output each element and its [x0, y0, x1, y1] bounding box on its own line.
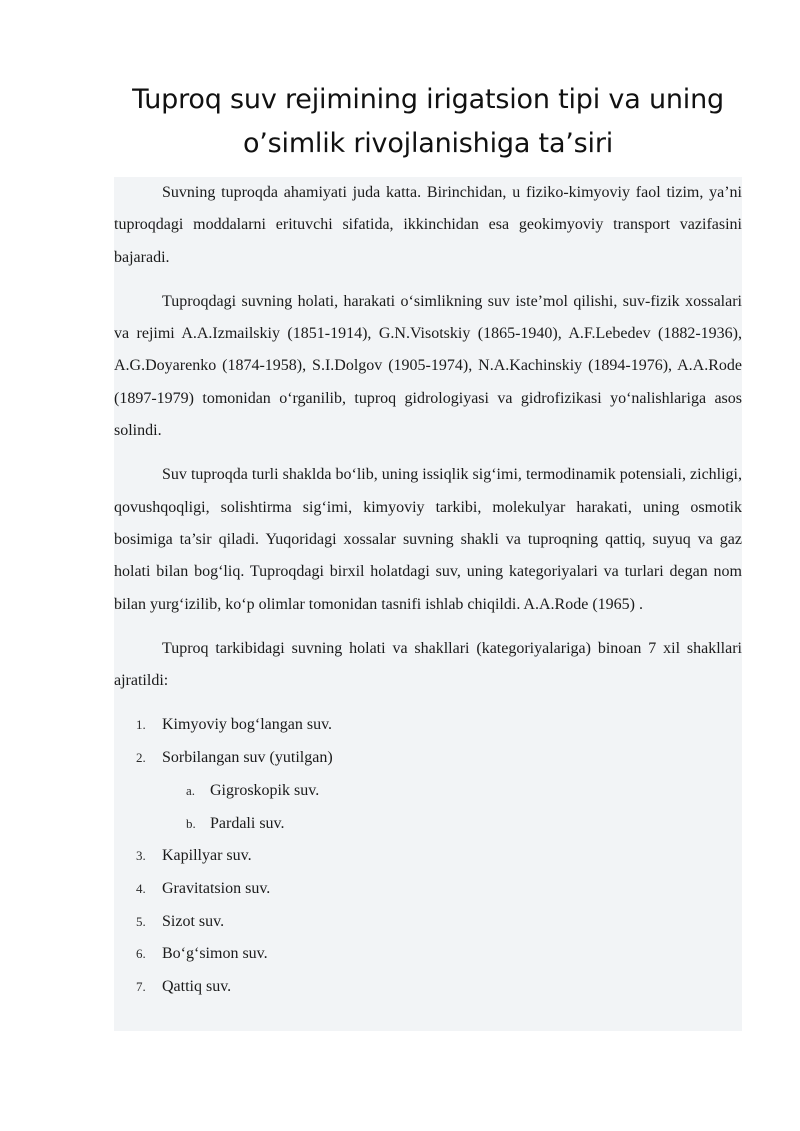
sub-list-item-letter: a. [186, 782, 196, 798]
sub-list-item-text: Pardali suv. [210, 814, 285, 832]
document-body [114, 177, 742, 1031]
paragraph-soil-hydrology-history: Tuproqdagi suvning holati, harakati o‘simlikning suv iste’mol qilishi, suv-fizik xossalari va rejimi A.A.Izmailskiy (1851-1914), G.N.Visotskiy (1865-1940), A.F.Lebedev (1882-1936), A.G.Doyarenko (1874-1958), S.I.Dolgov (1905-1974), N.A.Kachinskiy (1894-1976), A.A.Rode (1897-1979) tomonidan o‘rganilib, tuproq gidrologiyasi va gidrofizikasi yo‘nalishlariga asos solindi. [114, 292, 742, 440]
water-forms-list [114, 709, 742, 1003]
list-item [114, 709, 742, 742]
document-title [100, 78, 756, 166]
list-item-number: 5. [136, 913, 146, 929]
title-line-1: Tuproq suv rejimining irigatsion tipi va uning [132, 84, 724, 115]
list-item-text: Bo‘g‘simon suv. [162, 945, 268, 963]
list-item-number: 2. [136, 750, 146, 766]
list-item-text: Sorbilangan suv (yutilgan) [162, 749, 333, 767]
sub-list-item [114, 775, 742, 808]
list-item [114, 971, 742, 1004]
list-item-text: Qattiq suv. [162, 977, 232, 995]
list-item [114, 742, 742, 775]
list-item-number: 4. [136, 880, 146, 896]
list-item-text: Sizot suv. [162, 912, 225, 930]
list-item-number: 6. [136, 946, 146, 962]
list-item [114, 840, 742, 873]
sub-list-item [114, 808, 742, 841]
sub-list-item-letter: b. [186, 815, 196, 831]
sub-list-item-text: Gigroskopik suv. [210, 781, 320, 799]
paragraph-water-properties: Suv tuproqda turli shaklda bo‘lib, uning issiqlik sig‘imi, termodinamik potensiali, zichligi, qovushqoqligi, solishtirma sig‘imi, kimyoviy tarkibi, molekulyar harakati, uning osmotik bosimiga ta’sir qiladi. Yuqoridagi xossalar suvning shakli va tuproqning qattiq, suyuq va gaz holati bilan bog‘liq. Tuproqdagi birxil holatdagi suv, uning kategoriyalari va turlari degan nom bilan yurg‘izilib, ko‘p olimlar tomonidan tasnifi ishlab chiqildi. A.A.Rode (1965) . [114, 466, 742, 613]
list-item-number: 7. [136, 978, 146, 994]
title-line-2: o’simlik rivojlanishiga ta’siri [242, 128, 614, 159]
list-item [114, 873, 742, 906]
paragraph-water-importance: Suvning tuproqda ahamiyati juda katta. Birinchidan, u fiziko-kimyoviy faol tizim, ya’ni tuproqdagi moddalarni erituvchi sifatida, ikkinchidan esa geokimyoviy transport vazifasini bajaradi. [114, 184, 742, 266]
list-item-text: Kimyoviy bog‘langan suv. [162, 716, 333, 734]
list-item-number: 3. [136, 848, 146, 864]
list-item-text: Gravitatsion suv. [162, 879, 271, 897]
list-item-text: Kapillyar suv. [162, 847, 252, 865]
list-item [114, 938, 742, 971]
paragraph-water-categories-intro: Tuproq tarkibidagi suvning holati va shakllari (kategoriyalariga) binoan 7 xil shakllari ajratildi: [114, 639, 742, 690]
list-item-number: 1. [136, 717, 146, 733]
list-item [114, 906, 742, 939]
